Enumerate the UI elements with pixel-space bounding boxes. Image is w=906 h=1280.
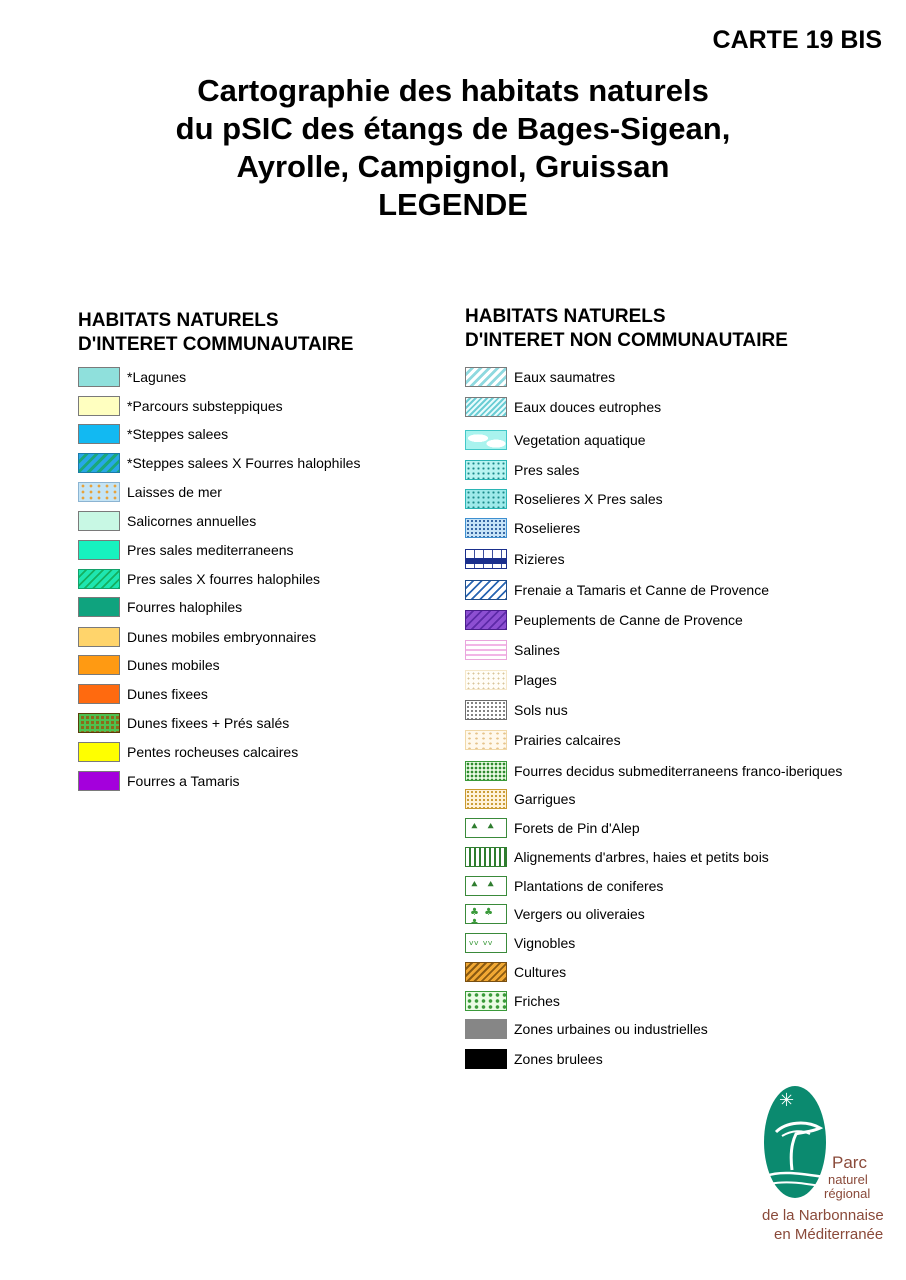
swatch-vergers [465, 904, 507, 924]
legend-item-dunes-embryonnaires [78, 626, 316, 648]
legend-label: Fourres halophiles [127, 599, 243, 615]
swatch-dunes-fixees [78, 684, 120, 704]
legend-item-vergers [465, 903, 645, 925]
legend-label: Pentes rocheuses calcaires [127, 744, 299, 760]
legend-item-rizieres [465, 548, 565, 570]
swatch-eaux-saumatres [465, 367, 507, 387]
swatch-forets-pin [465, 818, 507, 838]
legend-label: Eaux saumatres [514, 369, 616, 385]
swatch-pres-sales [465, 460, 507, 480]
swatch-pentes-rocheuses [78, 742, 120, 762]
swatch-roselieres [465, 518, 507, 538]
legend-label: Alignements d'arbres, haies et petits bois [514, 849, 769, 865]
swatch-frenaie [465, 580, 507, 600]
legend-item-lagunes [78, 366, 186, 388]
legend-label: Dunes fixees + Prés salés [127, 715, 290, 731]
swatch-zones-brulees [465, 1049, 507, 1069]
swatch-lagunes [78, 367, 120, 387]
legend-item-fourres-decidus [465, 760, 842, 782]
swatch-dunes-mobiles [78, 655, 120, 675]
legend-label: Salines [514, 642, 560, 658]
legend-label: Dunes mobiles embryonnaires [127, 629, 317, 645]
legend-item-frenaie [465, 579, 769, 601]
swatch-garrigues [465, 789, 507, 809]
legend-label: Sols nus [514, 702, 568, 718]
left-heading-line-1: HABITATS NATURELS [78, 310, 279, 331]
swatch-rizieres [465, 549, 507, 569]
legend-label: Forets de Pin d'Alep [514, 820, 640, 836]
sun-icon: ✳ [779, 1090, 795, 1111]
legend-label: Roselieres X Pres sales [514, 491, 663, 507]
right-heading-line-1: HABITATS NATURELS [465, 306, 666, 327]
legend-label: Dunes mobiles [127, 657, 220, 673]
right-heading-line-2: D'INTERET NON COMMUNAUTAIRE [465, 330, 788, 351]
legend-label: Eaux douces eutrophes [514, 399, 662, 415]
legend-item-cultures [465, 961, 566, 983]
title-line-3: Ayrolle, Campignol, Gruissan [236, 149, 670, 184]
swatch-eaux-douces [465, 397, 507, 417]
legend-label: Dunes fixees [127, 686, 208, 702]
legend-item-friches [465, 990, 560, 1012]
legend-label: Vergers ou oliveraies [514, 906, 645, 922]
legend-label: Garrigues [514, 791, 576, 807]
legend-label: Plages [514, 672, 557, 688]
swatch-salines [465, 640, 507, 660]
legend-item-eaux-saumatres [465, 366, 615, 388]
swatch-salicornes [78, 511, 120, 531]
legend-label: Friches [514, 993, 560, 1009]
legend-label: Pres sales X fourres halophiles [127, 571, 320, 587]
legend-label: Roselieres [514, 520, 581, 536]
logo-line-mediterranee: en Méditerranée [774, 1226, 884, 1243]
legend-label: Pres sales mediterraneens [127, 542, 294, 558]
legend-label: Peuplements de Canne de Provence [514, 612, 743, 628]
legend-label: *Lagunes [127, 369, 187, 385]
swatch-laisses-de-mer [78, 482, 120, 502]
legend-label: Salicornes annuelles [127, 513, 257, 529]
swatch-parcours-substeppiques [78, 396, 120, 416]
swatch-pres-sales-fourres [78, 569, 120, 589]
legend-item-pentes-rocheuses [78, 741, 298, 763]
legend-item-parcours-substeppiques [78, 395, 283, 417]
swatch-fourres-tamaris [78, 771, 120, 791]
legend-label: *Steppes salees X Fourres halophiles [127, 455, 361, 471]
legend-item-pres-sales [465, 459, 579, 481]
legend-item-laisses-de-mer [78, 481, 222, 503]
legend-label: Pres sales [514, 462, 580, 478]
legend-label: Vignobles [514, 935, 576, 951]
legend-label: Cultures [514, 964, 567, 980]
swatch-fourres-decidus [465, 761, 507, 781]
legend-item-canne-provence [465, 609, 743, 631]
swatch-vegetation-aquatique [465, 430, 507, 450]
right-section-heading [465, 305, 788, 353]
legend-label: Frenaie a Tamaris et Canne de Provence [514, 582, 769, 598]
swatch-plantations [465, 876, 507, 896]
legend-label: Rizieres [514, 551, 565, 567]
swatch-plages [465, 670, 507, 690]
legend-label: Fourres decidus submediterraneens franco-iberiques [514, 763, 843, 779]
legend-label: Prairies calcaires [514, 732, 621, 748]
title-line-4: LEGENDE [378, 187, 528, 222]
swatch-canne-provence [465, 610, 507, 630]
legend-item-fourres-tamaris [78, 770, 240, 792]
logo-line-narbonnaise: de la Narbonnaise [762, 1207, 884, 1224]
legend-item-plantations [465, 875, 663, 897]
legend-label: Plantations de coniferes [514, 878, 664, 894]
legend-label: Vegetation aquatique [514, 432, 646, 448]
legend-item-pres-sales-fourres [78, 568, 320, 590]
swatch-fourres-halophiles [78, 597, 120, 617]
swatch-vignobles [465, 933, 507, 953]
legend-item-alignements [465, 846, 769, 868]
legend-label: *Parcours substeppiques [127, 398, 283, 414]
legend-item-vignobles [465, 932, 575, 954]
legend-label: Zones urbaines ou industrielles [514, 1021, 708, 1037]
left-section-heading [78, 309, 353, 357]
swatch-sols-nus [465, 700, 507, 720]
legend-item-dunes-fixees-pres [78, 712, 289, 734]
legend-item-dunes-fixees [78, 683, 208, 705]
title-line-2: du pSIC des étangs de Bages-Sigean, [175, 111, 731, 146]
swatch-prairies-calcaires [465, 730, 507, 750]
logo-line-naturel: naturel [828, 1172, 868, 1187]
swatch-zones-urbaines [465, 1019, 507, 1039]
legend-item-eaux-douces [465, 396, 661, 418]
legend-item-salines [465, 639, 560, 661]
legend-item-sols-nus [465, 699, 568, 721]
left-heading-line-2: D'INTERET COMMUNAUTAIRE [78, 334, 354, 355]
logo-line-regional: régional [824, 1186, 871, 1201]
legend-label: Fourres a Tamaris [127, 773, 240, 789]
swatch-friches [465, 991, 507, 1011]
legend-item-roselieres [465, 517, 580, 539]
legend-item-pres-sales-med [78, 539, 294, 561]
legend-item-plages [465, 669, 557, 691]
legend-item-zones-brulees [465, 1048, 603, 1070]
swatch-alignements [465, 847, 507, 867]
map-title [0, 72, 906, 224]
legend-label: Zones brulees [514, 1051, 603, 1067]
swatch-cultures [465, 962, 507, 982]
legend-item-salicornes [78, 510, 256, 532]
legend-item-steppes-salees [78, 423, 228, 445]
legend-item-fourres-halophiles [78, 596, 242, 618]
swatch-roselieres-pres [465, 489, 507, 509]
legend-item-prairies-calcaires [465, 729, 621, 751]
legend-label: Laisses de mer [127, 484, 222, 500]
parc-naturel-logo [740, 1078, 890, 1258]
legend-item-dunes-mobiles [78, 654, 220, 676]
map-number: CARTE 19 BIS [712, 26, 882, 54]
swatch-dunes-embryonnaires [78, 627, 120, 647]
swatch-dunes-fixees-pres [78, 713, 120, 733]
legend-item-vegetation-aquatique [465, 429, 646, 451]
legend-label: *Steppes salees [127, 426, 229, 442]
legend-item-garrigues [465, 788, 575, 810]
legend-item-zones-urbaines [465, 1018, 708, 1040]
swatch-steppes-salees [78, 424, 120, 444]
title-line-1: Cartographie des habitats naturels [197, 73, 709, 108]
legend-item-steppes-fourres [78, 452, 360, 474]
swatch-pres-sales-med [78, 540, 120, 560]
legend-item-forets-pin [465, 817, 640, 839]
logo-line-parc: Parc [832, 1153, 867, 1172]
swatch-steppes-fourres [78, 453, 120, 473]
legend-item-roselieres-pres [465, 488, 663, 510]
